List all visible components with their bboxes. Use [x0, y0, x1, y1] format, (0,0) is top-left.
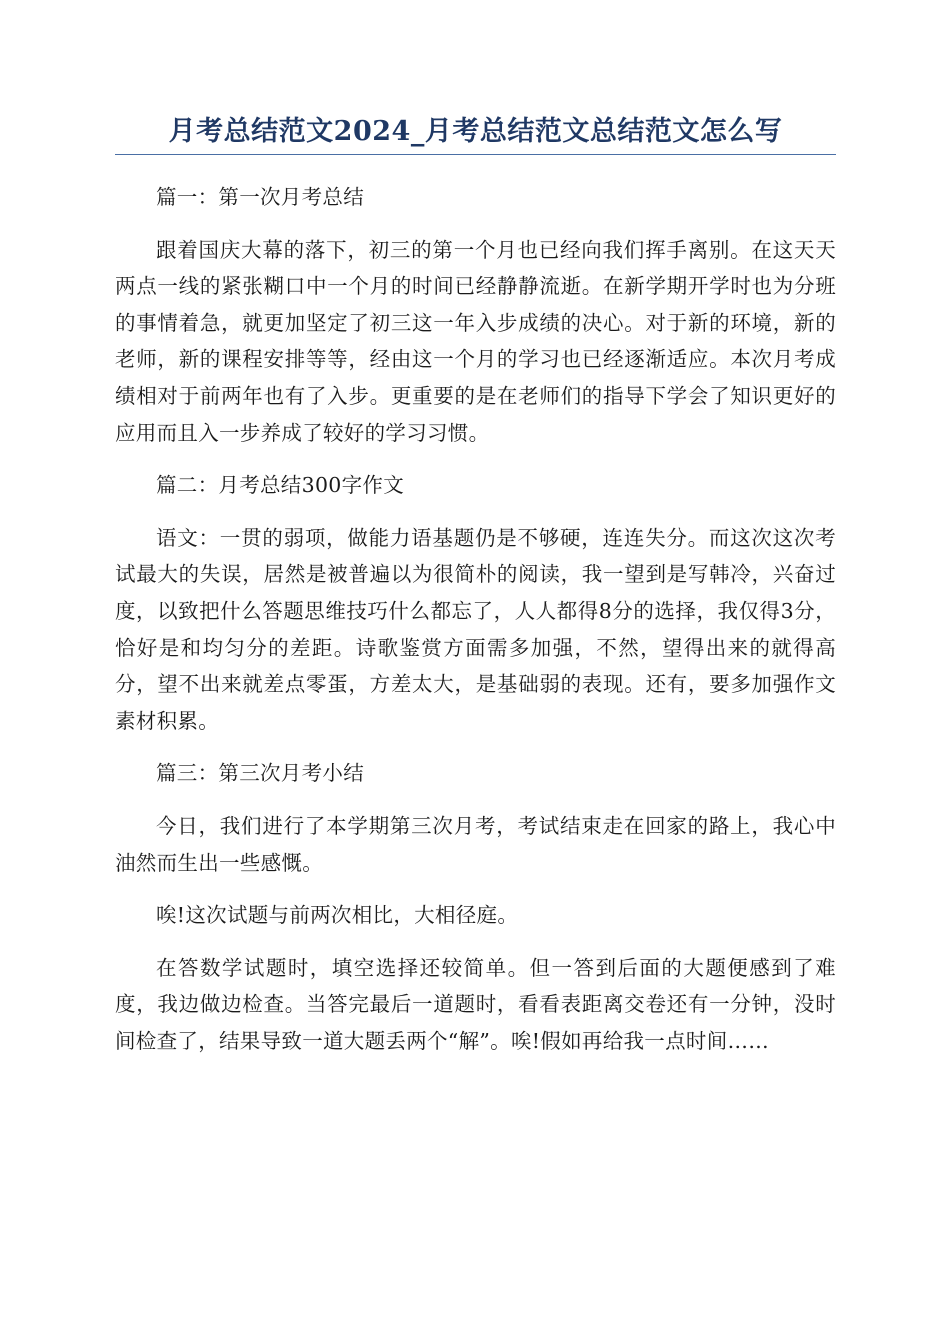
section-1-paragraph-1: 跟着国庆大幕的落下，初三的第一个月也已经向我们挥手离别。在这天天两点一线的紧张糊口中一个月的时间已经静静流逝。在新学期开学时也为分班的事情着急，就更加坚定了初三这一年入步成绩的决心。对于新的环境，新的老师，新的课程安排等等，经由这一个月的学习也已经逐渐适应。本次月考成绩相对于前两年也有了入步。更重要的是在老师们的指导下学会了知识更好的应用而且入一步养成了较好的学习习惯。 — [115, 237, 836, 445]
document-body — [115, 179, 836, 1059]
section-3-paragraph-1: 今日，我们进行了本学期第三次月考，考试结束走在回家的路上，我心中油然而生出一些感慨。 — [115, 813, 836, 875]
document-page — [115, 112, 836, 1075]
section-heading-3: 篇三：第三次月考小结 — [156, 761, 364, 786]
section-3-paragraph-3: 在答数学试题时，填空选择还较简单。但一答到后面的大题便感到了难度，我边做边检查。当答完最后一道题时，看看表距离交卷还有一分钟，没时间检查了，结果导致一道大题丢两个“解”。唉!假如再给我一点时间…… — [115, 955, 836, 1053]
section-heading-1: 篇一：第一次月考总结 — [156, 185, 364, 209]
section-2-paragraph-1: 语文：一贯的弱项，做能力语基题仍是不够硬，连连失分。而这次这次考试最大的失误，居然是被普遍以为很简朴的阅读，我一望到是写韩冷，兴奋过度，以致把什么答题思维技巧什么都忘了，人人都得8分的选择，我仅得3分，恰好是和均匀分的差距。诗歌鉴赏方面需多加强，不然，望得出来的就得高分，望不出来就差点零蛋，方差太大，是基础弱的表现。还有，要多加强作文素材积累。 — [115, 525, 836, 733]
section-3-paragraph-2: 唉!这次试题与前两次相比，大相径庭。 — [156, 903, 519, 928]
document-title: 月考总结范文2024_月考总结范文总结范文怎么写 — [115, 112, 836, 155]
section-heading-2: 篇二：月考总结300字作文 — [156, 473, 405, 498]
